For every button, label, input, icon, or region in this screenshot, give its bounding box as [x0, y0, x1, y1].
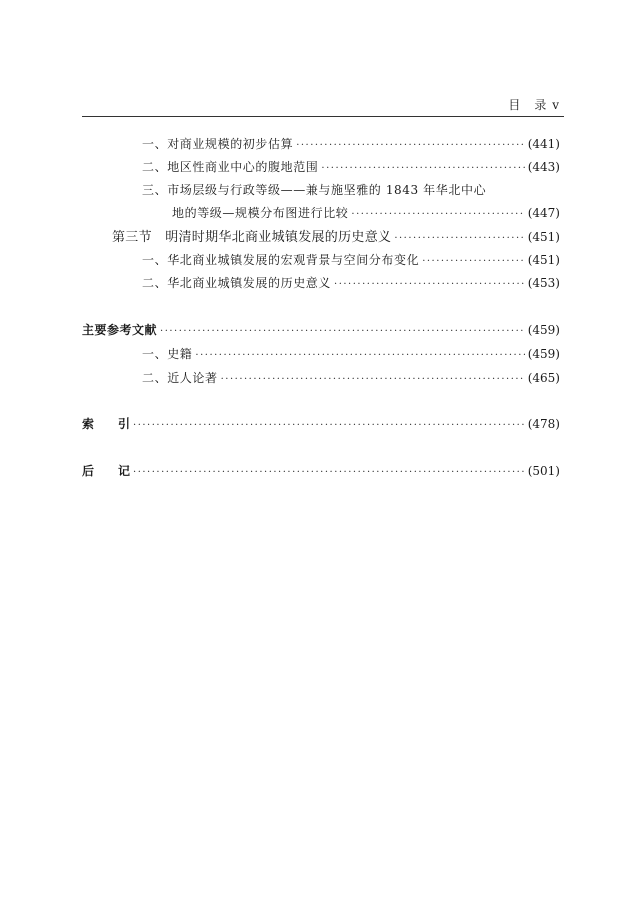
running-header-title: 目 录 v [508, 98, 560, 112]
toc-entry-page: (501) [527, 464, 560, 478]
toc-entry-page: (451) [527, 253, 560, 267]
toc-chapter-entry [82, 320, 560, 340]
toc-entry-label: 一、对商业规模的初步估算 [142, 137, 294, 151]
leader-dots [422, 252, 525, 272]
toc-entry-label: 主要参考文献 [82, 323, 158, 337]
leader-dots [394, 229, 524, 249]
toc-chapter-entry [82, 414, 560, 434]
leader-dots [221, 370, 525, 390]
leader-dots [133, 463, 525, 483]
toc-entry [142, 157, 560, 177]
toc-chapter-entry [82, 461, 560, 481]
toc-entry-label: 后 记 [82, 464, 131, 478]
toc-entry-page: (459) [527, 323, 560, 337]
toc-section-entry [112, 227, 560, 247]
toc-entry [142, 368, 560, 388]
toc-entry [142, 250, 560, 270]
toc-entry-label: 二、华北商业城镇发展的历史意义 [142, 276, 332, 290]
page-header [82, 96, 564, 117]
toc-entry [142, 134, 560, 154]
toc-entry [172, 203, 560, 223]
leader-dots [351, 205, 524, 225]
toc-entry-page: (451) [527, 230, 560, 244]
toc-entry-label: 地的等级—规模分布图进行比较 [172, 206, 349, 220]
toc-entry-label: 二、地区性商业中心的腹地范围 [142, 160, 319, 174]
toc-entry-page: (459) [527, 347, 560, 361]
toc-entry-label: 索 引 [82, 417, 131, 431]
toc-entry [142, 344, 560, 364]
toc-entry-page: (453) [527, 276, 560, 290]
leader-dots [160, 322, 525, 342]
toc-entry-page: (478) [527, 417, 560, 431]
leader-dots [321, 159, 524, 179]
leader-dots [296, 136, 525, 156]
toc-entry-label: 三、市场层级与行政等级——兼与施坚雅的 1843 年华北中心 [142, 183, 487, 197]
toc-entry-page: (465) [527, 371, 560, 385]
leader-dots [133, 416, 525, 436]
toc-entry-label: 一、史籍 [142, 347, 193, 361]
leader-dots [195, 346, 524, 366]
toc-entry [142, 273, 560, 293]
toc-entry-page: (443) [527, 160, 560, 174]
leader-dots [334, 275, 525, 295]
toc-entry-label: 二、近人论著 [142, 371, 218, 385]
toc-entry-page: (441) [527, 137, 560, 151]
toc-entry-label: 第三节 明清时期华北商业城镇发展的历史意义 [112, 230, 392, 245]
toc-entry-page: (447) [527, 206, 560, 220]
toc-entry-label: 一、华北商业城镇发展的宏观背景与空间分布变化 [142, 253, 420, 267]
